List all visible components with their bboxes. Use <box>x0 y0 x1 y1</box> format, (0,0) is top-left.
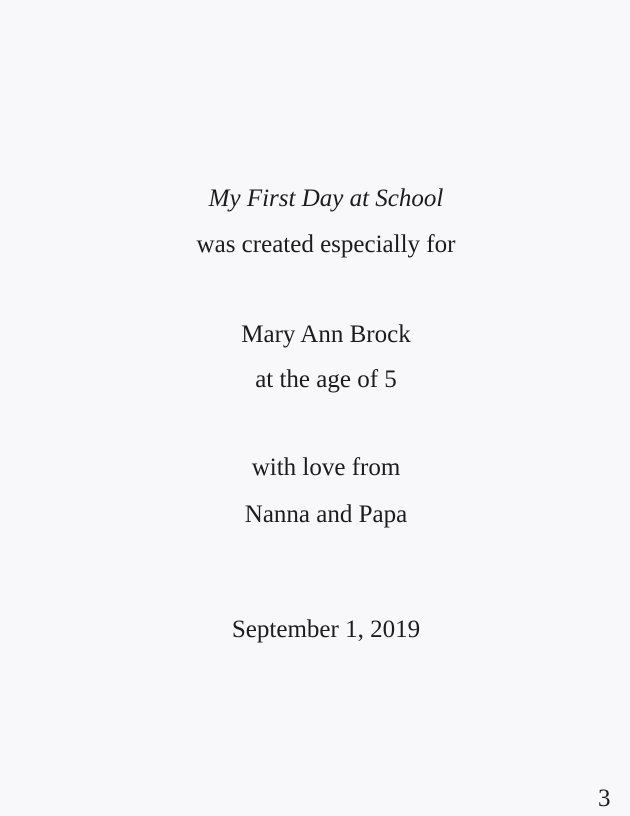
page-number: 3 <box>598 785 611 812</box>
love-line: with love from <box>251 454 401 481</box>
book-title: My First Day at School <box>208 185 444 212</box>
dedication-date: September 1, 2019 <box>231 616 421 643</box>
giver-names: Nanna and Papa <box>244 501 408 528</box>
dedication-line: was created especially for <box>196 231 456 258</box>
recipient-name: Mary Ann Brock <box>241 321 411 348</box>
recipient-age: at the age of 5 <box>255 366 397 393</box>
